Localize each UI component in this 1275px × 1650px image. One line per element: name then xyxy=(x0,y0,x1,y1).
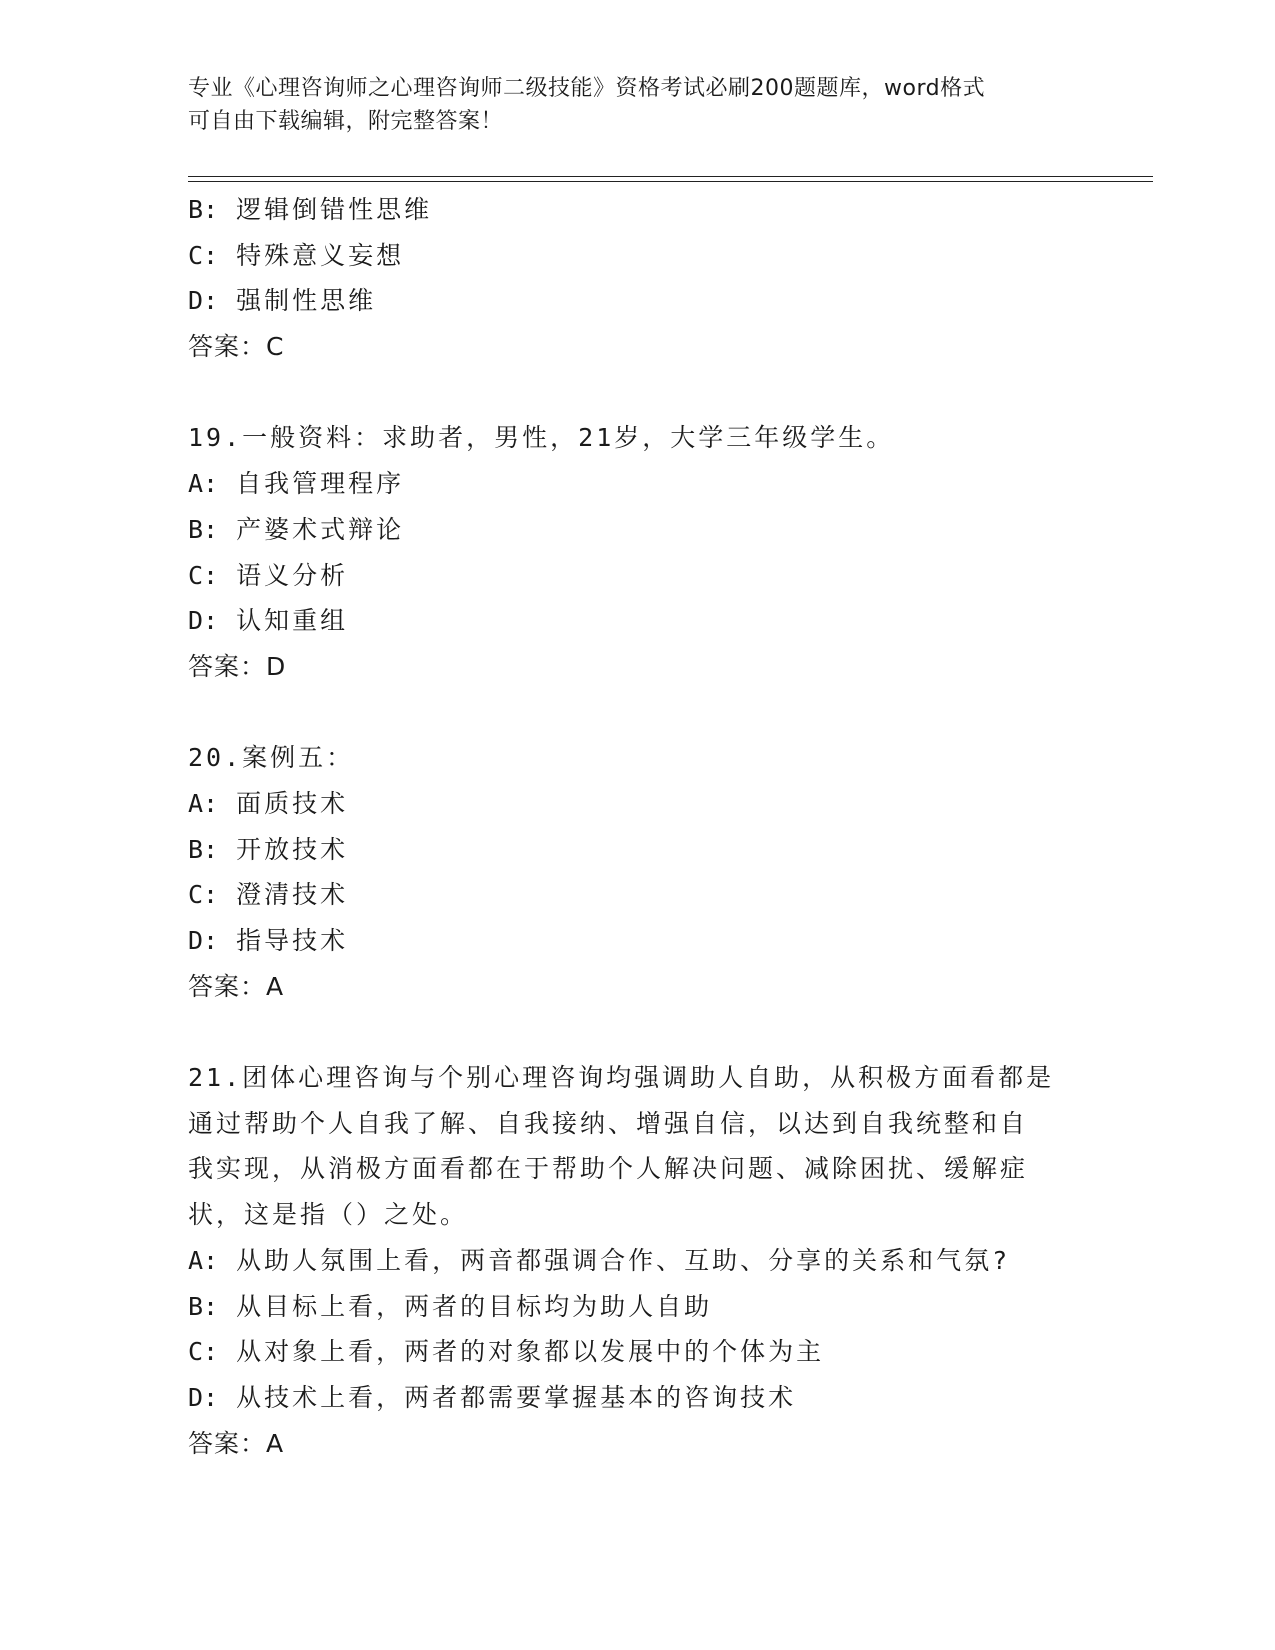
question-18 xyxy=(188,187,1088,370)
option-b: B: 从目标上看，两者的目标均为助人自助 xyxy=(188,1291,713,1321)
question-stem-line: 21.团体心理咨询与个别心理咨询均强调助人自助，从积极方面看都是 xyxy=(188,1063,1055,1093)
question-stem-line: 状，这是指（）之处。 xyxy=(188,1200,469,1230)
question-stem-line: 通过帮助个人自我了解、自我接纳、增强自信，以达到自我统整和自 xyxy=(188,1108,1029,1138)
question-stem-line: 我实现，从消极方面看都在于帮助个人解决问题、减除困扰、缓解症 xyxy=(188,1154,1029,1184)
header-line-1: 专业《心理咨询师之心理咨询师二级技能》资格考试必刷200题题库，word格式 xyxy=(188,76,986,101)
option-d: D: 指导技术 xyxy=(188,926,349,955)
page-header xyxy=(188,72,1088,138)
option-a: A: 面质技术 xyxy=(188,788,349,818)
question-list xyxy=(188,187,1088,1466)
question-21 xyxy=(188,1055,1088,1466)
answer: 答案：C xyxy=(188,332,285,362)
option-c: C: 澄清技术 xyxy=(188,880,349,910)
header-rule-top xyxy=(188,176,1153,177)
option-d: D: 从技术上看，两者都需要掌握基本的咨询技术 xyxy=(188,1382,797,1412)
question-stem: 20.案例五： xyxy=(188,743,355,773)
answer: 答案：A xyxy=(188,971,285,1001)
header-line-2: 可自由下载编辑，附完整答案！ xyxy=(188,109,504,134)
option-b: B: 开放技术 xyxy=(188,834,349,864)
option-a: A: 自我管理程序 xyxy=(188,469,405,499)
option-a: A: 从助人氛围上看，两音都强调合作、互助、分享的关系和气氛? xyxy=(188,1245,1011,1275)
option-c: C: 特殊意义妄想 xyxy=(188,240,405,270)
option-b: B: 逻辑倒错性思维 xyxy=(188,195,433,224)
answer: 答案：A xyxy=(188,1428,285,1458)
answer: 答案：D xyxy=(188,651,287,681)
header-rule-bottom xyxy=(188,181,1153,182)
question-20 xyxy=(188,735,1088,1009)
question-19 xyxy=(188,415,1088,689)
option-d: D: 强制性思维 xyxy=(188,286,377,316)
option-c: C: 从对象上看，两者的对象都以发展中的个体为主 xyxy=(188,1337,825,1367)
question-stem: 19.一般资料：求助者，男性，21岁，大学三年级学生。 xyxy=(188,423,895,453)
option-b: B: 产婆术式辩论 xyxy=(188,514,405,544)
option-d: D: 认知重组 xyxy=(188,606,349,636)
option-c: C: 语义分析 xyxy=(188,560,349,590)
